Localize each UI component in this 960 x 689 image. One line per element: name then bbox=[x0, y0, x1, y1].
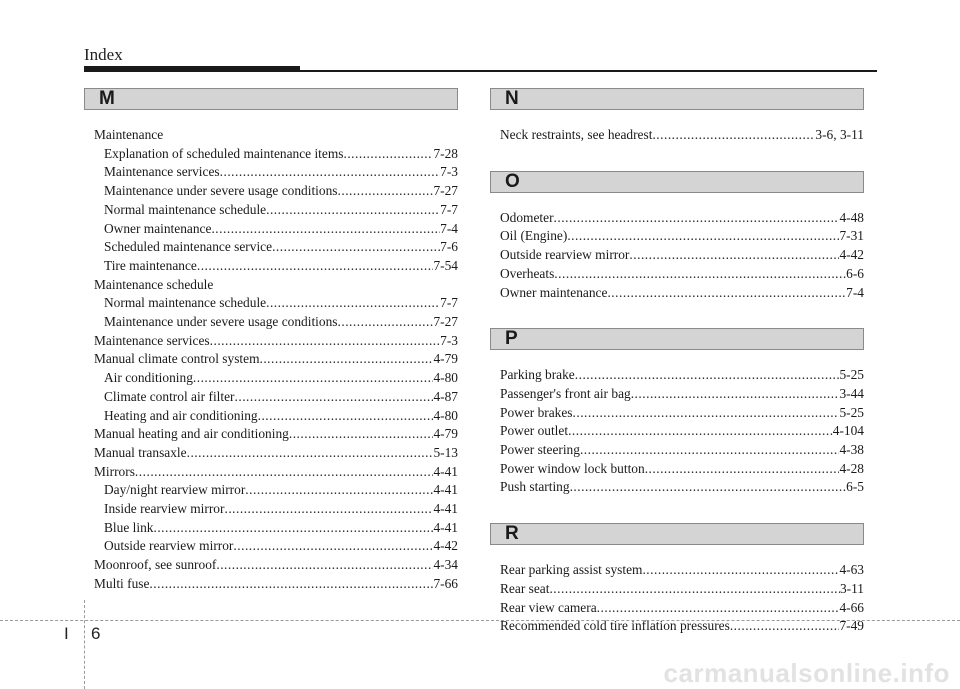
index-entry bbox=[500, 478, 864, 497]
index-entry-text: Power steering bbox=[500, 442, 580, 458]
dot-leader bbox=[272, 238, 440, 257]
index-entry-page: 7-4 bbox=[440, 220, 458, 236]
dot-leader bbox=[211, 220, 440, 239]
index-entry-text: Heating and air conditioning bbox=[104, 407, 258, 423]
index-entry bbox=[500, 246, 864, 265]
index-entry bbox=[94, 519, 458, 538]
index-entry-page: 4-66 bbox=[839, 599, 864, 615]
index-entry-text: Maintenance services bbox=[94, 332, 210, 348]
index-entry-text: Air conditioning bbox=[104, 370, 193, 386]
index-entry bbox=[94, 500, 458, 519]
index-entry-page: 5-13 bbox=[433, 444, 458, 460]
index-entry bbox=[94, 163, 458, 182]
index-entry-page: 7-27 bbox=[433, 183, 458, 199]
index-entry-page: 4-79 bbox=[433, 426, 458, 442]
dot-leader bbox=[554, 209, 840, 228]
index-entry bbox=[500, 385, 864, 404]
index-entry-page: 4-63 bbox=[839, 562, 864, 578]
dot-leader bbox=[289, 425, 434, 444]
index-entry-page: 4-87 bbox=[433, 388, 458, 404]
section-header-o bbox=[490, 171, 864, 193]
index-entry-text: Oil (Engine) bbox=[500, 228, 568, 244]
dot-leader bbox=[245, 481, 433, 500]
index-entry-page: 4-38 bbox=[839, 442, 864, 458]
dot-leader bbox=[573, 404, 840, 423]
index-entry-text: Tire maintenance bbox=[104, 257, 197, 273]
index-entry-text: Owner maintenance bbox=[500, 284, 608, 300]
index-entry bbox=[500, 422, 864, 441]
index-entry-list bbox=[490, 350, 864, 497]
index-entry bbox=[500, 284, 864, 303]
index-entry-text: Neck restraints, see headrest bbox=[500, 127, 653, 142]
index-entry-list bbox=[490, 193, 864, 303]
index-entry-page: 7-28 bbox=[433, 145, 458, 161]
index-entry-text: Manual transaxle bbox=[94, 444, 187, 460]
index-entry-text: Overheats bbox=[500, 265, 555, 281]
dot-leader bbox=[235, 388, 434, 407]
dot-leader bbox=[259, 350, 433, 369]
index-entry-text: Recommended cold tire inflation pressures bbox=[500, 618, 730, 634]
index-entry-page: 7-6 bbox=[440, 239, 458, 255]
dot-leader bbox=[554, 265, 846, 284]
index-entry-text: Moonroof, see sunroof bbox=[94, 557, 217, 573]
dot-leader bbox=[645, 460, 840, 479]
index-entry-text: Inside rearview mirror bbox=[104, 501, 225, 517]
footer-page-number: 6 bbox=[91, 624, 101, 643]
index-column-left bbox=[84, 88, 458, 594]
dot-leader bbox=[338, 313, 434, 332]
index-entry-text: Push starting bbox=[500, 479, 570, 495]
dot-leader bbox=[258, 407, 434, 426]
section-letter: M bbox=[99, 88, 115, 109]
index-entry-page: 4-34 bbox=[433, 557, 458, 573]
index-entry bbox=[500, 126, 864, 145]
index-entry bbox=[94, 537, 458, 556]
section-header-m bbox=[84, 88, 458, 110]
index-entry bbox=[94, 332, 458, 351]
index-entry-page: 4-80 bbox=[433, 370, 458, 386]
index-entry-text: Outside rearview mirror bbox=[104, 538, 234, 554]
index-entry-text: Scheduled maintenance service bbox=[104, 239, 273, 255]
index-entry-page: 7-3 bbox=[440, 332, 458, 348]
index-entry bbox=[94, 201, 458, 220]
section-header-n bbox=[490, 88, 864, 110]
index-entry-page: 4-41 bbox=[433, 482, 458, 498]
index-entry-text: Normal maintenance schedule bbox=[104, 295, 267, 311]
section-header-r bbox=[490, 523, 864, 545]
index-entry bbox=[500, 580, 864, 599]
index-entry bbox=[500, 460, 864, 479]
index-entry-list bbox=[84, 110, 458, 594]
watermark-text: carmanualsonline.info bbox=[663, 658, 950, 688]
dot-leader bbox=[149, 575, 433, 594]
footer-rule bbox=[0, 620, 960, 621]
dot-leader bbox=[570, 478, 847, 497]
index-entry bbox=[500, 265, 864, 284]
index-column-right bbox=[490, 88, 864, 636]
dot-leader bbox=[187, 444, 434, 463]
index-entry-page: 7-4 bbox=[846, 284, 864, 300]
index-entry bbox=[94, 313, 458, 332]
footer-vertical-rule bbox=[84, 600, 85, 689]
dot-leader bbox=[549, 580, 839, 599]
index-entry bbox=[500, 599, 864, 618]
index-entry bbox=[94, 388, 458, 407]
index-entry-text: Maintenance bbox=[94, 127, 164, 142]
index-entry bbox=[94, 350, 458, 369]
index-entry-page: 4-42 bbox=[839, 247, 864, 263]
page-title: Index bbox=[84, 45, 123, 64]
index-entry-text: Maintenance under severe usage conditions bbox=[104, 314, 338, 330]
dot-leader bbox=[642, 561, 839, 580]
section-letter: O bbox=[505, 170, 520, 192]
index-entry bbox=[94, 182, 458, 201]
index-entry-page: 4-104 bbox=[832, 423, 864, 439]
index-entry-page: 5-25 bbox=[839, 367, 864, 383]
index-entry-text: Power outlet bbox=[500, 423, 569, 439]
index-entry-text: Maintenance services bbox=[104, 164, 220, 180]
index-entry-page: 4-41 bbox=[433, 463, 458, 479]
index-entry bbox=[500, 561, 864, 580]
index-entry-text: Rear parking assist system bbox=[500, 562, 643, 578]
index-entry-page: 6-6 bbox=[846, 265, 864, 281]
dot-leader bbox=[343, 145, 433, 164]
section-letter: R bbox=[505, 523, 519, 545]
index-entry bbox=[94, 369, 458, 388]
index-entry-text: Outside rearview mirror bbox=[500, 247, 630, 263]
index-entry-page: 4-41 bbox=[433, 501, 458, 517]
index-entry-text: Power brakes bbox=[500, 404, 573, 420]
index-entry-text: Manual climate control system bbox=[94, 351, 260, 367]
index-entry-page: 7-3 bbox=[440, 164, 458, 180]
index-entry bbox=[500, 227, 864, 246]
index-entry-list bbox=[490, 110, 864, 145]
index-entry bbox=[500, 366, 864, 385]
dot-leader bbox=[197, 257, 434, 276]
dot-leader bbox=[567, 227, 839, 246]
dot-leader bbox=[597, 599, 840, 618]
index-entry-text: Manual heating and air conditioning bbox=[94, 426, 289, 442]
index-entry-text: Power window lock button bbox=[500, 460, 645, 476]
dot-leader bbox=[266, 201, 440, 220]
dot-leader bbox=[629, 246, 839, 265]
index-entry-text: Day/night rearview mirror bbox=[104, 482, 246, 498]
index-entry bbox=[94, 556, 458, 575]
index-entry-text: Multi fuse bbox=[94, 575, 150, 591]
index-entry-page: 6-5 bbox=[846, 479, 864, 495]
dot-leader bbox=[607, 284, 846, 303]
index-entry bbox=[94, 294, 458, 313]
index-entry bbox=[94, 463, 458, 482]
index-entry-page: 4-48 bbox=[839, 209, 864, 225]
section-letter: N bbox=[505, 88, 519, 109]
dot-leader bbox=[266, 294, 440, 313]
index-entry-page: 7-54 bbox=[433, 257, 458, 273]
index-entry-page: 7-66 bbox=[433, 575, 458, 591]
index-entry-page: 7-31 bbox=[839, 228, 864, 244]
header-rule-thick bbox=[84, 66, 300, 72]
index-entry bbox=[94, 481, 458, 500]
index-entry bbox=[94, 425, 458, 444]
index-entry bbox=[94, 257, 458, 276]
index-entry-page: 7-49 bbox=[839, 618, 864, 634]
index-entry-text: Maintenance schedule bbox=[94, 276, 214, 292]
index-entry bbox=[94, 126, 458, 145]
index-entry-page: 4-28 bbox=[839, 460, 864, 476]
section-header-p bbox=[490, 328, 864, 350]
header-rule-thin bbox=[300, 70, 877, 72]
index-entry bbox=[94, 238, 458, 257]
index-entry bbox=[500, 441, 864, 460]
dot-leader bbox=[338, 182, 434, 201]
index-entry-page: 7-7 bbox=[440, 295, 458, 311]
index-entry-list bbox=[490, 545, 864, 636]
index-entry-text: Blue link bbox=[104, 519, 154, 535]
dot-leader bbox=[216, 556, 433, 575]
index-entry-page: 7-27 bbox=[433, 314, 458, 330]
index-entry-text: Parking brake bbox=[500, 367, 575, 383]
index-entry bbox=[94, 444, 458, 463]
index-entry-text: Odometer bbox=[500, 209, 554, 225]
dot-leader bbox=[575, 366, 840, 385]
dot-leader bbox=[135, 463, 434, 482]
index-entry-text: Rear seat bbox=[500, 580, 550, 596]
index-entry-text: Maintenance under severe usage conditions bbox=[104, 183, 338, 199]
dot-leader bbox=[210, 332, 441, 351]
index-entry-page: 3-6, 3-11 bbox=[815, 127, 864, 142]
index-entry-page: 3-44 bbox=[839, 385, 864, 401]
index-entry-page: 4-80 bbox=[433, 407, 458, 423]
index-entry-text: Rear view camera bbox=[500, 599, 597, 615]
index-entry-page: 4-42 bbox=[433, 538, 458, 554]
index-entry bbox=[94, 276, 458, 295]
dot-leader bbox=[224, 500, 433, 519]
index-entry-page: 4-79 bbox=[433, 351, 458, 367]
index-entry-page: 4-41 bbox=[433, 519, 458, 535]
index-entry bbox=[94, 220, 458, 239]
footer-page-prefix: I bbox=[64, 624, 69, 643]
dot-leader bbox=[153, 519, 433, 538]
index-entry-text: Explanation of scheduled maintenance items bbox=[104, 145, 344, 161]
dot-leader bbox=[220, 163, 441, 182]
index-entry-page: 3-11 bbox=[839, 580, 864, 596]
dot-leader bbox=[631, 385, 840, 404]
dot-leader bbox=[568, 422, 833, 441]
dot-leader bbox=[233, 537, 433, 556]
index-entry-text: Mirrors bbox=[94, 463, 135, 479]
dot-leader bbox=[652, 126, 815, 145]
index-entry-text: Normal maintenance schedule bbox=[104, 201, 267, 217]
index-entry bbox=[94, 145, 458, 164]
index-entry bbox=[500, 404, 864, 423]
index-entry bbox=[94, 575, 458, 594]
index-entry bbox=[94, 407, 458, 426]
index-entry-text: Owner maintenance bbox=[104, 220, 212, 236]
index-entry-text: Climate control air filter bbox=[104, 388, 235, 404]
index-entry-page: 7-7 bbox=[440, 201, 458, 217]
index-entry bbox=[500, 209, 864, 228]
index-entry-page: 5-25 bbox=[839, 404, 864, 420]
section-letter: P bbox=[505, 328, 518, 350]
dot-leader bbox=[193, 369, 434, 388]
index-entry-text: Passenger's front air bag bbox=[500, 385, 631, 401]
dot-leader bbox=[580, 441, 840, 460]
